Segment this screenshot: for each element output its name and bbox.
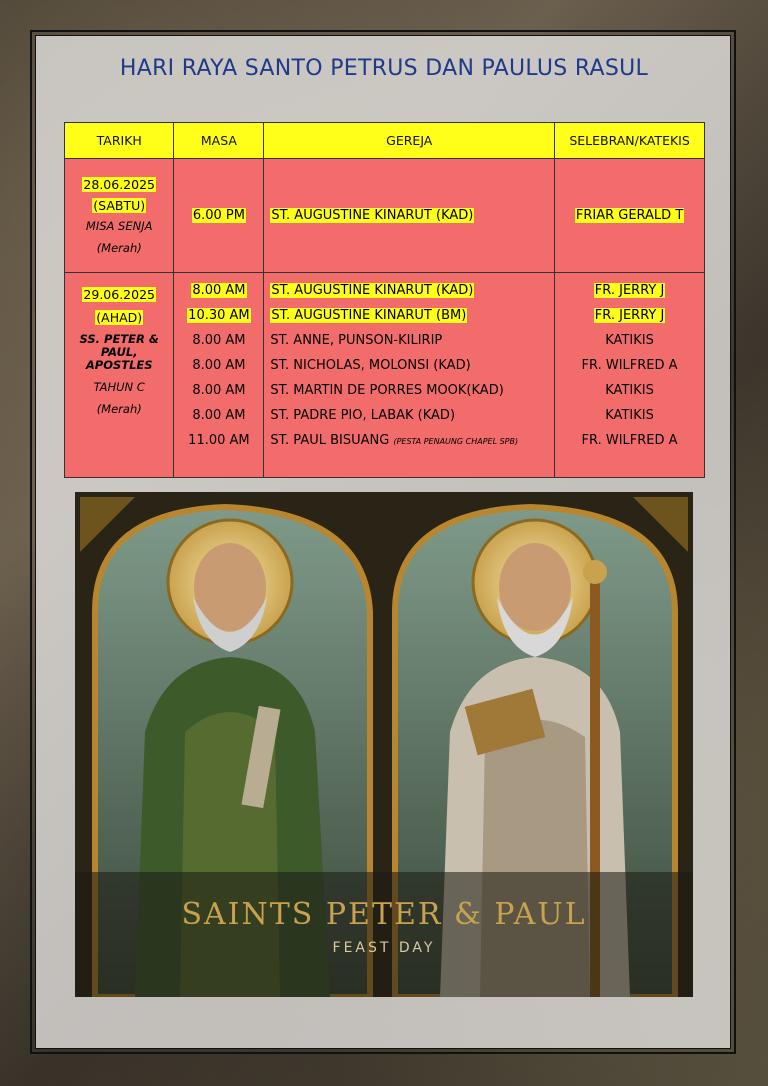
- celebrant-cell: [555, 159, 705, 273]
- church-cell: [264, 273, 555, 478]
- header-tarikh: TARIKH: [65, 123, 174, 159]
- celebrant-text: FR. WILFRED A: [581, 433, 678, 448]
- table-row: [65, 273, 705, 478]
- church-text: ST. PAUL BISUANG: [270, 433, 390, 448]
- liturgical-color: (Merah): [96, 402, 142, 416]
- celebrant-text: FR. WILFRED A: [581, 358, 678, 373]
- date-text: 28.06.2025: [83, 176, 155, 192]
- church-text: ST. ANNE, PUNSON-KILIRIP: [270, 333, 443, 348]
- liturgical-year: TAHUN C: [93, 380, 145, 394]
- day-text: (AHAD): [96, 310, 143, 325]
- celebrant-cell: [555, 273, 705, 478]
- celebrant-text: KATIKIS: [605, 408, 654, 423]
- feast-name: SS. PETER & PAUL, APOSTLES: [79, 332, 159, 372]
- time-text: 11.00 AM: [188, 433, 250, 448]
- mass-note: MISA SENJA: [85, 218, 153, 233]
- church-text: ST. AUGUSTINE KINARUT (KAD): [271, 208, 474, 223]
- time-text: 8.00 AM: [192, 358, 246, 373]
- table-header-row: [65, 123, 705, 159]
- day-text: (SABTU): [93, 197, 146, 213]
- table-row: [65, 159, 705, 273]
- church-text: ST. NICHOLAS, MOLONSI (KAD): [270, 358, 471, 373]
- church-text: ST. MARTIN DE PORRES MOOK(KAD): [270, 383, 504, 398]
- church-text: ST. AUGUSTINE KINARUT (BM): [271, 308, 467, 323]
- celebrant-text: KATIKIS: [605, 333, 654, 348]
- celebrant-text: KATIKIS: [605, 383, 654, 398]
- time-cell: [174, 273, 264, 478]
- time-text: 8.00 AM: [192, 333, 246, 348]
- mass-schedule-table: [64, 122, 705, 478]
- time-text: 8.00 AM: [192, 283, 246, 298]
- date-cell-saturday: [65, 159, 174, 273]
- header-selebran: SELEBRAN/KATEKIS: [555, 123, 705, 159]
- celebrant-text: FRIAR GERALD T: [575, 208, 684, 223]
- celebrant-text: FR. JERRY J: [594, 308, 665, 323]
- time-text: 6.00 PM: [192, 208, 245, 223]
- date-cell-sunday: [65, 273, 174, 478]
- image-caption-title: SAINTS PETER & PAUL: [181, 897, 587, 932]
- time-text: 10.30 AM: [188, 308, 250, 323]
- date-text: 29.06.2025: [83, 287, 155, 302]
- church-text: ST. AUGUSTINE KINARUT (KAD): [271, 283, 474, 298]
- header-masa: MASA: [174, 123, 264, 159]
- church-cell: [264, 159, 555, 273]
- church-text: ST. PADRE PIO, LABAK (KAD): [270, 408, 456, 423]
- liturgical-color: (Merah): [96, 240, 142, 255]
- saints-stained-glass-image: [75, 492, 693, 997]
- header-gereja: GEREJA: [264, 123, 555, 159]
- time-text: 8.00 AM: [192, 383, 246, 398]
- celebrant-text: FR. JERRY J: [594, 283, 665, 298]
- page-title: HARI RAYA SANTO PETRUS DAN PAULUS RASUL: [119, 56, 649, 81]
- image-caption-subtitle: FEAST DAY: [332, 940, 436, 956]
- time-cell: [174, 159, 264, 273]
- church-note: (PESTA PENAUNG CHAPEL SPB): [393, 437, 519, 446]
- time-text: 8.00 AM: [192, 408, 246, 423]
